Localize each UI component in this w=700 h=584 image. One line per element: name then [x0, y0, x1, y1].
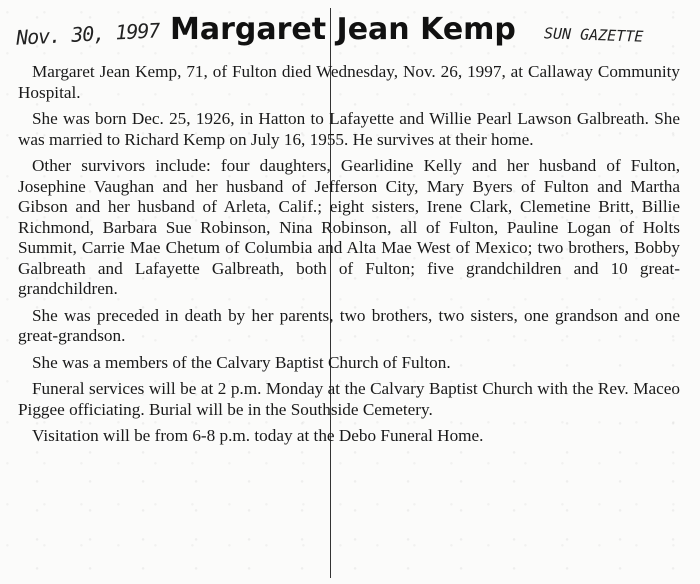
paragraph-funeral: Funeral services will be at 2 p.m. Monday at the Calvary Baptist Church with the Rev. Maceo Piggee officiating. Burial will be in the Southside Cemetery.: [18, 379, 680, 419]
obituary-body: [18, 62, 680, 453]
paragraph-visitation: Visitation will be from 6-8 p.m. today at the Debo Funeral Home.: [32, 426, 484, 445]
obituary-title: Margaret Jean Kemp: [170, 12, 516, 47]
handwritten-date: Nov. 30, 1997: [15, 18, 161, 50]
handwritten-source: SUN GAZETTE: [543, 24, 644, 46]
paragraph-birth: She was born Dec. 25, 1926, in Hatton to Lafayette and Willie Pearl Lawson Galbreath. She was married to Richard Kemp on July 16, 1955. He survives at their home.: [18, 109, 680, 149]
paragraph-church: She was a members of the Calvary Baptist Church of Fulton.: [32, 352, 451, 372]
paragraph-survivors: Other survivors include: four daughters, Gearlidine Kelly and her husband of Fulton, Josephine Vaughan and her husband of Jefferson City, Mary Byers of Fulton and Martha Gibson and her husband of Arleta, Calif.; eight sisters, Irene Clark, Clemetine Britt, Billie Richmond, Barbara Sue Robinson, Nina Robinson, all of Fulton, Pauline Logan of Holts Summit, Carrie Mae Chetum of Columbia and Alta Mae West of Mexico; two brothers, Bobby Galbreath and Lafayette Galbreath, both of Fulton; five grandchildren and 10 great-grandchildren.: [18, 156, 680, 298]
paragraph-preceded: She was preceded in death by her parents, two brothers, two sisters, one grandson and one great-grandson.: [18, 305, 680, 345]
paragraph-death: Margaret Jean Kemp, 71, of Fulton died Wednesday, Nov. 26, 1997, at Callaway Community Hospital.: [18, 62, 680, 102]
